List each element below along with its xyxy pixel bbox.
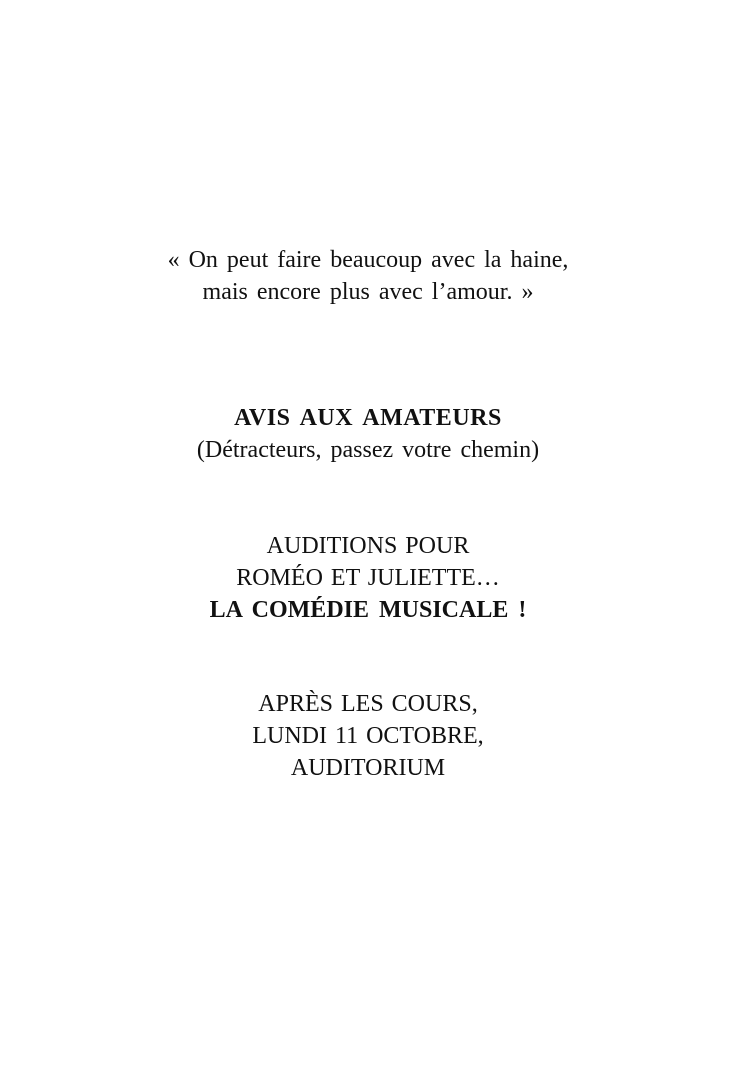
details-line-3: AUDITORIUM bbox=[290, 755, 446, 781]
audition-announcement bbox=[0, 530, 736, 626]
notice-heading: AVIS AUX AMATEURS bbox=[234, 405, 502, 431]
details-line-1: APRÈS LES COURS, bbox=[258, 691, 478, 717]
epigraph-line-2: mais encore plus avec l’amour. » bbox=[202, 279, 534, 305]
notice bbox=[0, 402, 736, 466]
audition-line-2: ROMÉO ET JULIETTE… bbox=[236, 565, 500, 591]
details-line-2: LUNDI 11 OCTOBRE, bbox=[252, 723, 484, 749]
audition-details bbox=[0, 688, 736, 784]
audition-line-1: AUDITIONS POUR bbox=[266, 533, 470, 559]
epigraph-line-1: « On peut faire beaucoup avec la haine, bbox=[167, 247, 569, 273]
epigraph-quote bbox=[0, 244, 736, 308]
audition-line-3: LA COMÉDIE MUSICALE ! bbox=[209, 597, 527, 623]
notice-subheading: (Détracteurs, passez votre chemin) bbox=[196, 437, 540, 463]
